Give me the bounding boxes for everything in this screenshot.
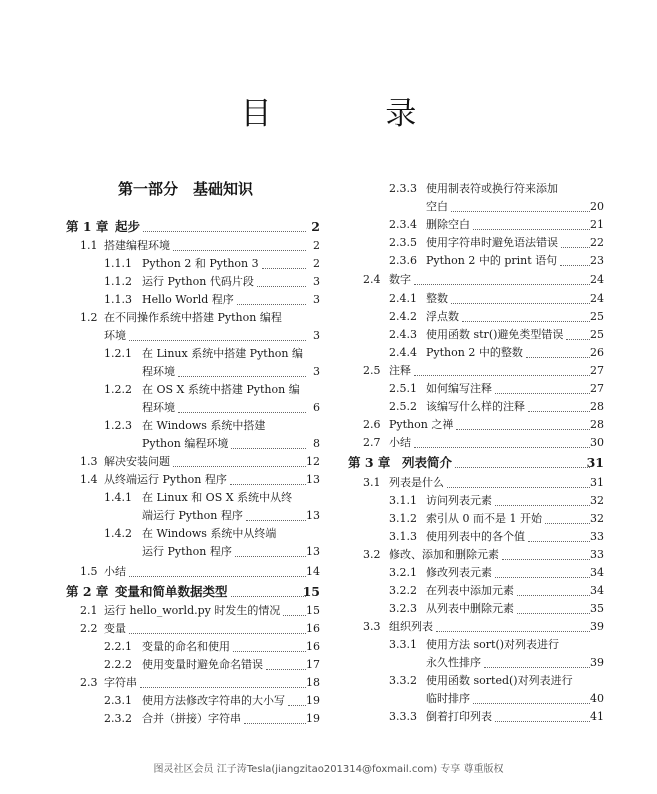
toc-leader-dots: [455, 454, 590, 468]
toc-page-number: 24: [590, 292, 604, 305]
toc-entry[interactable]: [0, 252, 657, 269]
toc-entry-title: 在 Windows 系统中从终端: [142, 527, 277, 540]
toc-page-number: 25: [590, 310, 604, 323]
toc-entry-title: 在不同操作系统中搭建 Python 编程: [104, 311, 282, 324]
toc-page-number: 41: [590, 710, 604, 723]
toc-page-number: 21: [590, 218, 604, 231]
toc-entry-title: 从列表中删除元素: [426, 602, 514, 615]
toc-entry-title: 在 Windows 系统中搭建: [142, 419, 266, 432]
toc-entry-number: 1.4: [80, 473, 98, 486]
toc-leader-dots: [451, 198, 590, 212]
toc-entry[interactable]: [0, 198, 657, 215]
toc-entry[interactable]: [0, 234, 657, 251]
toc-entry-title: 端运行 Python 程序: [142, 509, 243, 522]
toc-entry-title: 列表是什么: [389, 476, 444, 489]
toc-leader-dots: [462, 308, 590, 322]
toc-entry-title: Python 2 中的整数: [426, 346, 523, 359]
toc-page-number: 20: [590, 200, 604, 213]
toc-entry-number: 1.4.1: [104, 491, 132, 504]
toc-page-number: 32: [590, 494, 604, 507]
toc-entry-number: 2.5: [363, 364, 381, 377]
toc-page-number: 33: [590, 530, 604, 543]
toc-entry-number: 2.4.2: [389, 310, 417, 323]
toc-page-number: 2: [313, 257, 320, 270]
toc-page-number: 2: [311, 219, 320, 234]
toc-entry-number: 1.1.2: [104, 275, 132, 288]
toc-page-number: 28: [590, 418, 604, 431]
toc-page-number: 3: [313, 365, 320, 378]
toc-entry-number: 2.7: [363, 436, 381, 449]
toc-leader-dots: [447, 474, 590, 488]
toc-page-number: 39: [590, 620, 604, 633]
toc-entry-title: 小结: [389, 436, 411, 449]
toc-entry-number: 3.3: [363, 620, 381, 633]
toc-entry-title: 使用函数 sorted()对列表进行: [426, 674, 573, 687]
toc-entry-number: 3.3.1: [389, 638, 417, 651]
toc-entry-number: 2.3.2: [104, 712, 132, 725]
toc-entry-number: 2.4.1: [389, 292, 417, 305]
toc-entry-title: 访问列表元素: [426, 494, 492, 507]
toc-entry-title: 使用列表中的各个值: [426, 530, 525, 543]
toc-entry-title: 环境: [104, 329, 126, 342]
toc-entry[interactable]: [0, 546, 657, 563]
toc-entry-title: Python 2 中的 print 语句: [426, 254, 558, 267]
toc-entry-title: 从终端运行 Python 程序: [104, 473, 227, 486]
toc-page-number: 31: [586, 455, 604, 470]
toc-page-number: 3: [313, 329, 320, 342]
toc-entry-title: 使用变量时避免命名错误: [142, 658, 263, 671]
toc-page-number: 24: [590, 273, 604, 286]
toc-entry-number: 2.3.5: [389, 236, 417, 249]
toc-entry-number: 第 2 章: [66, 584, 109, 599]
toc-entry-title: Python 之禅: [389, 418, 454, 431]
toc-entry[interactable]: [0, 416, 657, 433]
part-heading: 第一部分 基础知识: [118, 180, 254, 198]
toc-entry[interactable]: [0, 326, 657, 343]
toc-entry-title: 使用方法修改字符串的大小写: [142, 694, 285, 707]
toc-entry-title: 运行 Python 程序: [142, 545, 232, 558]
toc-page-number: 12: [306, 455, 320, 468]
toc-entry-number: 2.5.1: [389, 382, 417, 395]
toc-entry-title: 该编写什么样的注释: [426, 400, 525, 413]
toc-leader-dots: [502, 546, 590, 560]
toc-entry-title: 整数: [426, 292, 448, 305]
toc-page-number: 34: [590, 584, 604, 597]
toc-page-number: 26: [590, 346, 604, 359]
toc-leader-dots: [528, 398, 590, 412]
toc-entry[interactable]: [0, 344, 657, 361]
toc-leader-dots: [414, 362, 590, 376]
toc-entry-number: 1.2.2: [104, 383, 132, 396]
toc-entry-title: 修改列表元素: [426, 566, 492, 579]
toc-entry-number: 3.1.1: [389, 494, 417, 507]
toc-leader-dots: [495, 708, 590, 722]
toc-leader-dots: [528, 528, 590, 542]
toc-entry-number: 3.1.2: [389, 512, 417, 525]
toc-entry-number: 2.4: [363, 273, 381, 286]
toc-entry[interactable]: [0, 618, 657, 635]
toc-leader-dots: [456, 416, 590, 430]
toc-page-number: 22: [590, 236, 604, 249]
toc-page-number: 27: [590, 382, 604, 395]
toc-entry-title: 运行 Python 代码片段: [142, 275, 254, 288]
toc-entry-title: 修改、添加和删除元素: [389, 548, 499, 561]
toc-leader-dots: [526, 344, 590, 358]
toc-entry-title: 在 Linux 系统中搭建 Python 编: [142, 347, 304, 360]
toc-entry-number: 第 3 章: [348, 455, 391, 470]
page-title: 目 录: [240, 96, 469, 132]
toc-entry-title: 永久性排序: [426, 656, 481, 669]
toc-entry-title: 使用字符串时避免语法错误: [426, 236, 558, 249]
toc-entry[interactable]: [0, 180, 657, 197]
toc-entry-title: 程环境: [142, 365, 175, 378]
toc-entry-title: 删除空白: [426, 218, 470, 231]
toc-entry[interactable]: [0, 398, 657, 415]
toc-page-number: 16: [306, 640, 320, 653]
toc-page-number: 25: [590, 328, 604, 341]
toc-entry-title: 使用函数 str()避免类型错误: [426, 328, 564, 341]
toc-entry-number: 2.3.3: [389, 182, 417, 195]
toc-entry[interactable]: [0, 474, 657, 491]
toc-leader-dots: [517, 582, 590, 596]
toc-entry-number: 1.2: [80, 311, 98, 324]
toc-entry-number: 1.3: [80, 455, 98, 468]
toc-page-number: 34: [590, 566, 604, 579]
toc-leader-dots: [451, 290, 590, 304]
toc-page-number: 18: [306, 676, 320, 689]
toc-page-number: 17: [306, 658, 320, 671]
toc-page-number: 13: [306, 509, 320, 522]
toc-entry-number: 2.4.4: [389, 346, 417, 359]
toc-page-number: 32: [590, 512, 604, 525]
toc-page-number: 14: [306, 565, 320, 578]
toc-entry-number: 2.4.3: [389, 328, 417, 341]
toc-page-number: 8: [313, 437, 320, 450]
toc-entry-title: 字符串: [104, 676, 137, 689]
toc-entry-number: 3.2.1: [389, 566, 417, 579]
toc-entry-number: 1.1: [80, 239, 98, 252]
toc-entry-number: 1.1.1: [104, 257, 132, 270]
toc-page-number: 39: [590, 656, 604, 669]
toc-entry-number: 1.5: [80, 565, 98, 578]
toc-entry-title: 在 OS X 系统中搭建 Python 编: [142, 383, 300, 396]
toc-entry-number: 2.1: [80, 604, 98, 617]
toc-entry[interactable]: [0, 510, 657, 527]
toc-page-number: 3: [313, 293, 320, 306]
toc-entry-number: 1.4.2: [104, 527, 132, 540]
toc-entry-number: 3.2: [363, 548, 381, 561]
toc-entry[interactable]: [0, 308, 657, 325]
toc-entry[interactable]: [0, 654, 657, 671]
toc-entry-number: 第 1 章: [66, 219, 109, 234]
toc-entry-number: 3.2.3: [389, 602, 417, 615]
toc-page-number: 40: [590, 692, 604, 705]
toc-entry-title: 搭建编程环境: [104, 239, 170, 252]
toc-entry-number: 2.6: [363, 418, 381, 431]
toc-page-number: 13: [306, 473, 320, 486]
toc-page-number: 23: [590, 254, 604, 267]
toc-entry[interactable]: [0, 564, 657, 581]
toc-entry[interactable]: [0, 636, 657, 653]
toc-leader-dots: [414, 434, 590, 448]
toc-entry-title: 解决安装问题: [104, 455, 170, 468]
toc-entry[interactable]: [0, 380, 657, 397]
toc-entry[interactable]: [0, 600, 657, 617]
toc-entry-number: 2.3.6: [389, 254, 417, 267]
toc-page-number: 3: [313, 275, 320, 288]
toc-entry-title: 在列表中添加元素: [426, 584, 514, 597]
toc-page-number: 35: [590, 602, 604, 615]
toc-page-number: 28: [590, 400, 604, 413]
toc-entry-title: 程环境: [142, 401, 175, 414]
toc-entry-title: 变量和简单数据类型: [115, 584, 228, 599]
toc-entry-title: 组织列表: [389, 620, 433, 633]
toc-entry[interactable]: [0, 582, 657, 599]
toc-entry[interactable]: [0, 216, 657, 233]
toc-page-number: 31: [590, 476, 604, 489]
toc-page-number: 2: [313, 239, 320, 252]
toc-entry-title: 索引从 0 而不是 1 开始: [426, 512, 542, 525]
toc-entry-title: 变量: [104, 622, 126, 635]
toc-entry[interactable]: [0, 708, 657, 725]
toc-page-number: 15: [306, 604, 320, 617]
toc-page-number: 19: [306, 694, 320, 707]
toc-entry-title: 运行 hello_world.py 时发生的情况: [104, 604, 281, 617]
toc-entry-number: 1.2.1: [104, 347, 132, 360]
toc-entry-title: Python 编程环境: [142, 437, 229, 450]
toc-entry-title: 列表简介: [402, 455, 453, 470]
toc-entry[interactable]: [0, 528, 657, 545]
toc-entry-title: 临时排序: [426, 692, 470, 705]
toc-entry-title: Python 2 和 Python 3: [142, 257, 259, 270]
toc-entry-title: 变量的命名和使用: [142, 640, 230, 653]
toc-entry-title: 小结: [104, 565, 126, 578]
copyright-footer: 图灵社区会员 江子涛Tesla(jiangzitao201314@foxmail.com) 专享 尊重版权: [153, 764, 504, 775]
toc-page-number: 27: [590, 364, 604, 377]
toc-entry-title: Hello World 程序: [142, 293, 234, 306]
toc-leader-dots: [495, 492, 590, 506]
toc-entry[interactable]: [0, 690, 657, 707]
toc-leader-dots: [495, 380, 590, 394]
toc-entry-number: 2.2.1: [104, 640, 132, 653]
toc-leader-dots: [495, 564, 590, 578]
toc-page-number: 16: [306, 622, 320, 635]
toc-entry-title: 数字: [389, 273, 411, 286]
toc-page-number: 15: [302, 584, 320, 599]
toc-entry-number: 3.1: [363, 476, 381, 489]
toc-entry-title: 在 Linux 和 OS X 系统中从终: [142, 491, 293, 504]
toc-entry-title: 起步: [115, 219, 141, 234]
toc-entry-number: 3.3.3: [389, 710, 417, 723]
toc-entry-title: 如何编写注释: [426, 382, 492, 395]
toc-entry[interactable]: [0, 492, 657, 509]
toc-entry-title: 使用方法 sort()对列表进行: [426, 638, 560, 651]
toc-entry-number: 3.3.2: [389, 674, 417, 687]
toc-leader-dots: [484, 654, 590, 668]
toc-entry-number: 2.2.2: [104, 658, 132, 671]
toc-page-number: 33: [590, 548, 604, 561]
toc-entry[interactable]: [0, 362, 657, 379]
toc-entry-number: 1.2.3: [104, 419, 132, 432]
toc-entry-title: 空白: [426, 200, 448, 213]
toc-entry[interactable]: [0, 434, 657, 451]
toc-entry-number: 1.1.3: [104, 293, 132, 306]
toc-leader-dots: [473, 690, 590, 704]
toc-entry-title: 倒着打印列表: [426, 710, 492, 723]
toc-page-number: 13: [306, 545, 320, 558]
toc-page-number: 19: [306, 712, 320, 725]
toc-entry-title: 合并（拼接）字符串: [142, 712, 241, 725]
toc-entry-number: 3.2.2: [389, 584, 417, 597]
toc-entry-number: 3.1.3: [389, 530, 417, 543]
toc-leader-dots: [414, 271, 590, 285]
toc-entry-number: 2.3: [80, 676, 98, 689]
toc-leader-dots: [517, 600, 590, 614]
toc-entry-title: 浮点数: [426, 310, 459, 323]
toc-entry-number: 2.5.2: [389, 400, 417, 413]
toc-page-number: 6: [313, 401, 320, 414]
toc-entry-title: 使用制表符或换行符来添加: [426, 182, 558, 195]
toc-entry-number: 2.3.4: [389, 218, 417, 231]
toc-entry[interactable]: [0, 672, 657, 689]
toc-entry-title: 注释: [389, 364, 411, 377]
toc-page-number: 30: [590, 436, 604, 449]
toc-entry-number: 2.2: [80, 622, 98, 635]
toc-leader-dots: [436, 618, 590, 632]
toc-leader-dots: [473, 216, 590, 230]
toc-entry[interactable]: [0, 271, 657, 288]
toc-entry[interactable]: [0, 454, 657, 471]
toc-entry-number: 2.3.1: [104, 694, 132, 707]
toc-entry[interactable]: [0, 290, 657, 307]
